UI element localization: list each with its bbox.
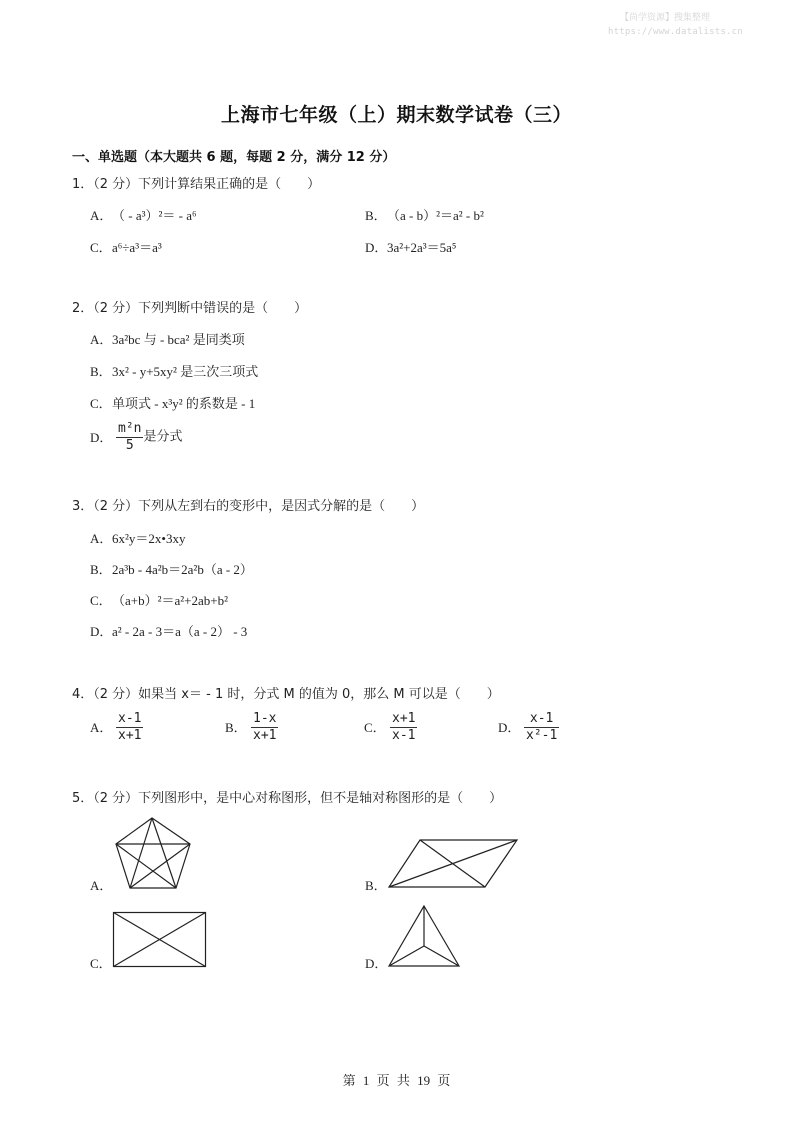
option-label: C． — [90, 396, 112, 411]
question-3-option-c — [90, 592, 228, 610]
fraction-denominator: x+1 — [253, 728, 277, 743]
fraction-numerator: x+1 — [392, 711, 416, 726]
question-4-option-c — [364, 711, 417, 744]
question-2-option-a — [90, 331, 245, 349]
fraction-numerator: x-1 — [118, 711, 142, 726]
triangle-figure — [389, 905, 461, 967]
option-text: （ - a³）²＝ - a⁶ — [112, 208, 197, 223]
question-4-option-a — [90, 711, 143, 744]
rectangle-figure — [113, 912, 208, 968]
question-4-stem: 4．（2 分）如果当 x＝ - 1 时，分式 M 的值为 0，那么 M 可以是（ ） — [72, 687, 500, 702]
question-2-option-b — [90, 363, 258, 381]
pentagon-figure — [116, 817, 196, 892]
question-1-stem: 1．（2 分）下列计算结果正确的是（ ） — [72, 177, 321, 192]
option-label: C． — [90, 593, 112, 608]
option-text: 6x²y＝2x•3xy — [112, 531, 186, 546]
option-text: （a - b）²＝a² - b² — [387, 208, 484, 223]
section-heading: 一、单选题（本大题共 6 题，每题 2 分，满分 12 分） — [72, 150, 396, 165]
option-text: 2a³b - 4a²b＝2a²b（a - 2） — [112, 562, 253, 577]
option-text: 3a²+2a³＝5a⁵ — [387, 240, 457, 255]
question-1-option-b — [365, 207, 484, 225]
question-2-option-c — [90, 395, 255, 413]
fraction-denominator: x²-1 — [526, 728, 558, 743]
watermark-source: 【尚学资源】搜集整理 — [620, 13, 711, 23]
option-label: D． — [90, 624, 113, 639]
option-label: A． — [90, 208, 113, 223]
page-title: 上海市七年级（上）期末数学试卷（三） — [220, 104, 572, 126]
option-label: B． — [225, 719, 247, 735]
fraction — [116, 711, 143, 744]
question-2-stem: 2．（2 分）下列判断中错误的是（ ） — [72, 301, 308, 316]
option-text: 3a²bc 与 - bca² 是同类项 — [112, 332, 245, 347]
fraction — [524, 711, 559, 744]
question-5-option-c-label: C． — [90, 956, 112, 971]
fraction-denominator: x+1 — [118, 728, 142, 743]
option-text: a⁶÷a³＝a³ — [112, 240, 162, 255]
option-text: 3x² - y+5xy² 是三次三项式 — [112, 364, 259, 379]
question-4-option-d — [498, 711, 559, 744]
fraction-numerator: m²n — [118, 421, 142, 436]
fraction-numerator: x-1 — [524, 711, 559, 728]
question-1-option-d — [365, 239, 456, 257]
question-4-option-b — [225, 711, 278, 744]
question-2-option-d — [90, 421, 183, 454]
parallelogram-figure — [389, 839, 519, 889]
option-label: D． — [90, 429, 113, 445]
page-footer: 第 1 页 共 19 页 — [342, 1073, 451, 1088]
question-3-option-b — [90, 561, 253, 579]
fraction-numerator: 1-x — [253, 711, 277, 726]
question-5-option-b-label: B． — [365, 878, 387, 893]
option-label: B． — [90, 562, 112, 577]
question-3-option-a — [90, 530, 185, 548]
fraction — [390, 711, 417, 744]
question-1-option-c — [90, 239, 162, 257]
option-label: A． — [90, 332, 113, 347]
question-5-stem: 5．（2 分）下列图形中，是中心对称图形，但不是轴对称图形的是（ ） — [72, 791, 503, 806]
fraction — [116, 421, 143, 454]
question-5-option-a-label: A． — [90, 878, 113, 893]
option-label: C． — [90, 240, 112, 255]
option-label: B． — [365, 208, 387, 223]
watermark-url: https://www.datalists.cn — [608, 27, 743, 37]
option-text: 单项式 - x³y² 的系数是 - 1 — [112, 396, 256, 411]
option-suffix: 是分式 — [143, 429, 183, 445]
fraction-denominator: 5 — [125, 438, 134, 453]
fraction-denominator: x-1 — [392, 728, 416, 743]
option-text: a² - 2a - 3＝a（a - 2） - 3 — [112, 624, 248, 639]
fraction — [251, 711, 278, 744]
question-1-option-a — [90, 207, 197, 225]
question-3-stem: 3．（2 分）下列从左到右的变形中，是因式分解的是（ ） — [72, 499, 425, 514]
option-label: C． — [364, 719, 386, 735]
option-label: A． — [90, 719, 113, 735]
option-label: A． — [90, 531, 113, 546]
question-3-option-d — [90, 623, 247, 641]
question-5-option-d-label: D． — [365, 956, 388, 971]
option-label: B． — [90, 364, 112, 379]
option-label: D． — [365, 240, 388, 255]
option-label: D． — [498, 719, 521, 735]
option-text: （a+b）²＝a²+2ab+b² — [112, 593, 228, 608]
